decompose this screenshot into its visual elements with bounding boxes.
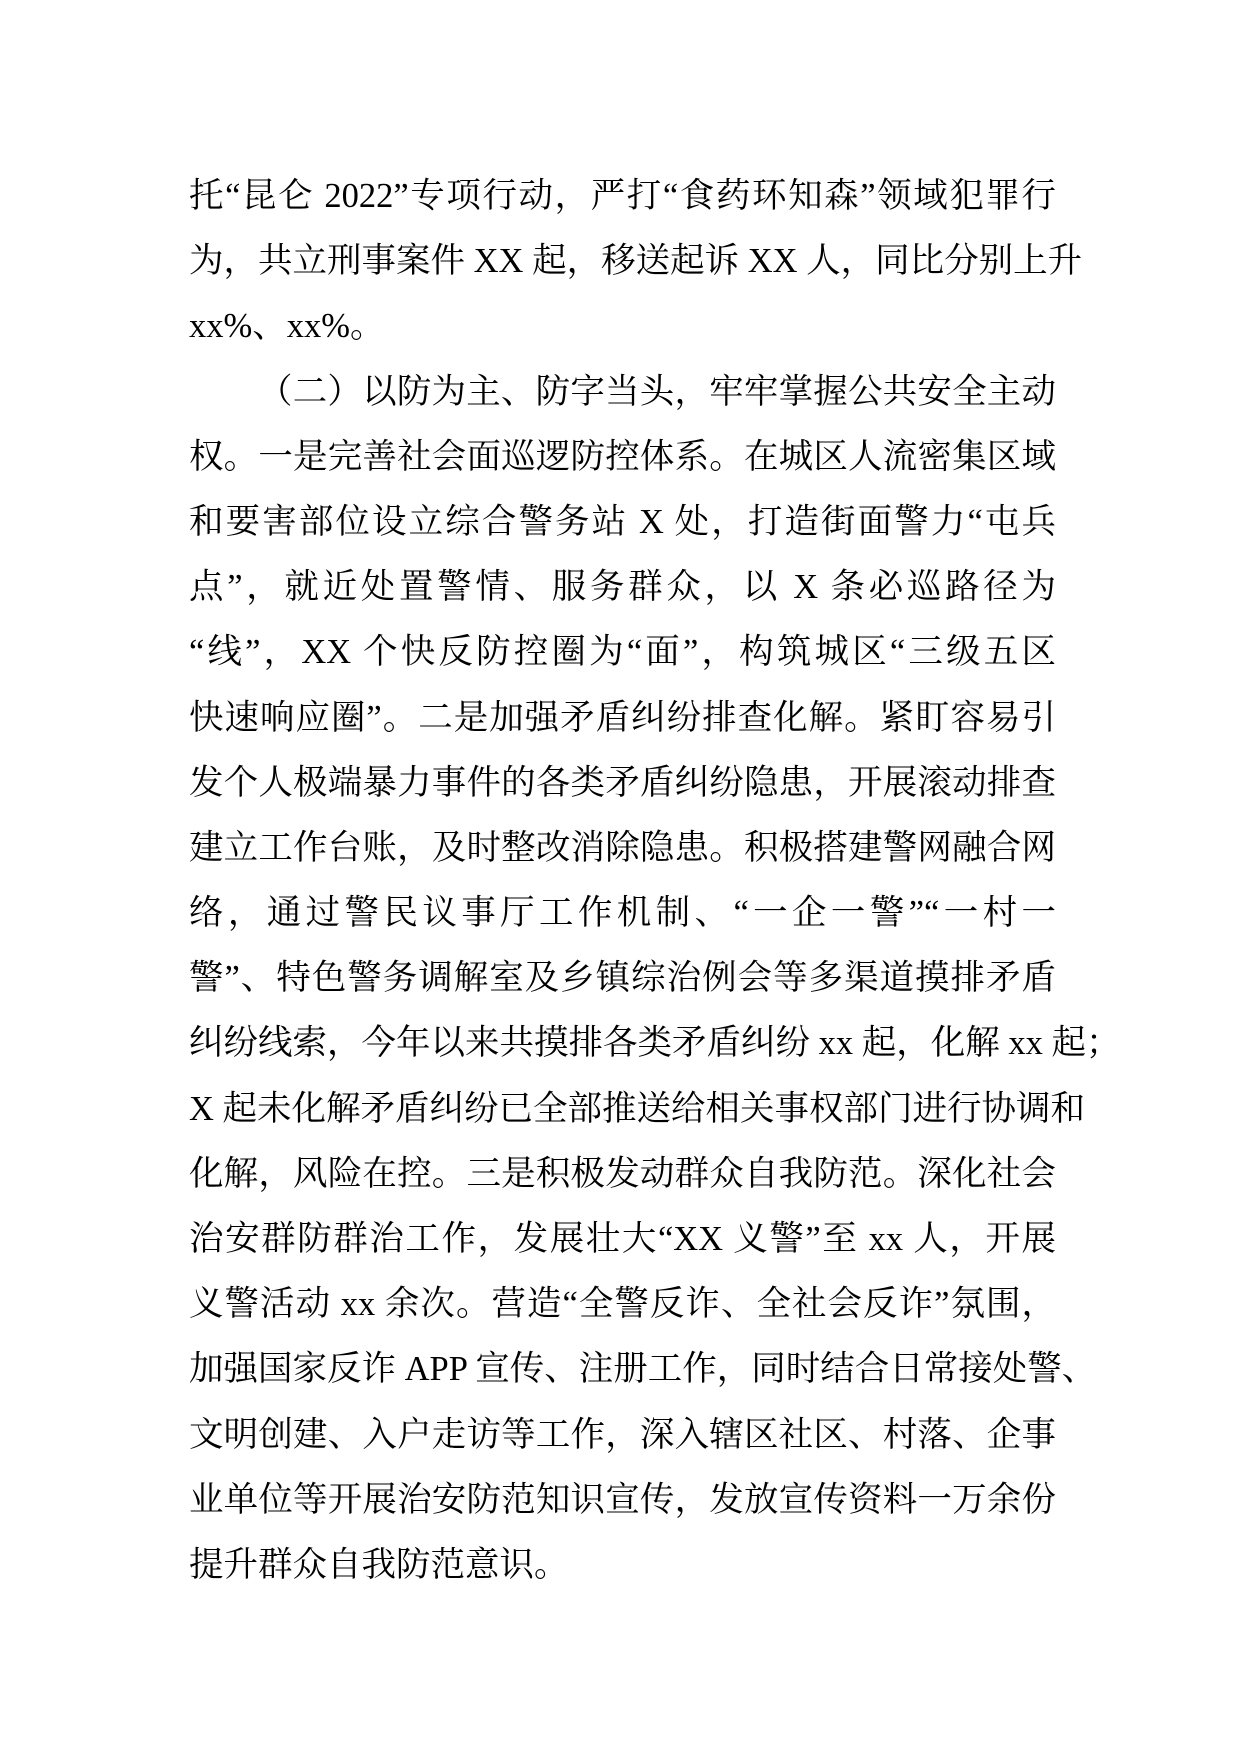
text-line: 建立工作台账，及时整改消除隐患。积极搭建警网融合网 <box>189 828 1056 867</box>
text-line: xx%、xx%。 <box>189 307 385 346</box>
text-line: X 起未化解矛盾纠纷已全部推送给相关事权部门进行协调和 <box>189 1089 1086 1128</box>
text-line: 化解，风险在控。三是积极发动群众自我防范。深化社会 <box>189 1154 1056 1193</box>
text-line: 点”，就近处置警情、服务群众，以 X 条必巡路径为 <box>189 568 1056 607</box>
paragraph-continuation <box>189 164 1083 360</box>
text-line: 发个人极端暴力事件的各类矛盾纠纷隐患，开展滚动排查 <box>189 763 1056 802</box>
text-line: 警”、特色警务调解室及乡镇综治例会等多渠道摸排矛盾 <box>189 959 1056 998</box>
text-line: 纠纷线索，今年以来共摸排各类矛盾纠纷 xx 起，化解 xx 起； <box>189 1024 1121 1063</box>
text-line: 权。一是完善社会面巡逻防控体系。在城区人流密集区域 <box>189 437 1056 476</box>
text-line: 和要害部位设立综合警务站 X 处，打造街面警力“屯兵 <box>189 502 1056 541</box>
text-line: 文明创建、入户走访等工作，深入辖区社区、村落、企事 <box>189 1415 1056 1454</box>
text-line: 为，共立刑事案件 XX 起，移送起诉 XX 人，同比分别上升 <box>189 242 1083 281</box>
text-line: 加强国家反诈 APP 宣传、注册工作，同时结合日常接处警、 <box>189 1350 1097 1389</box>
text-line: 义警活动 xx 余次。营造“全警反诈、全社会反诈”氛围， <box>189 1285 1056 1324</box>
text-line: 提升群众自我防范意识。 <box>189 1545 569 1584</box>
text-line: “线”，XX 个快反防控圈为“面”，构筑城区“三级五区 <box>189 633 1056 672</box>
text-line: 治安群防群治工作，发展壮大“XX 义警”至 xx 人，开展 <box>189 1220 1056 1258</box>
text-line: 络，通过警民议事厅工作机制、“一企一警”“一村一 <box>189 894 1056 933</box>
document-body <box>189 164 1121 1598</box>
section-heading-line: （二）以防为主、防字当头，牢牢掌握公共安全主动 <box>258 372 1056 411</box>
text-line: 快速响应圈”。二是加强矛盾纠纷排查化解。紧盯容易引 <box>189 698 1056 737</box>
text-line: 托“昆仑 2022”专项行动，严打“食药环知森”领域犯罪行 <box>189 177 1056 215</box>
text-line: 业单位等开展治安防范知识宣传，发放宣传资料一万余份 <box>189 1480 1056 1519</box>
paragraph-section-2 <box>189 360 1121 1599</box>
